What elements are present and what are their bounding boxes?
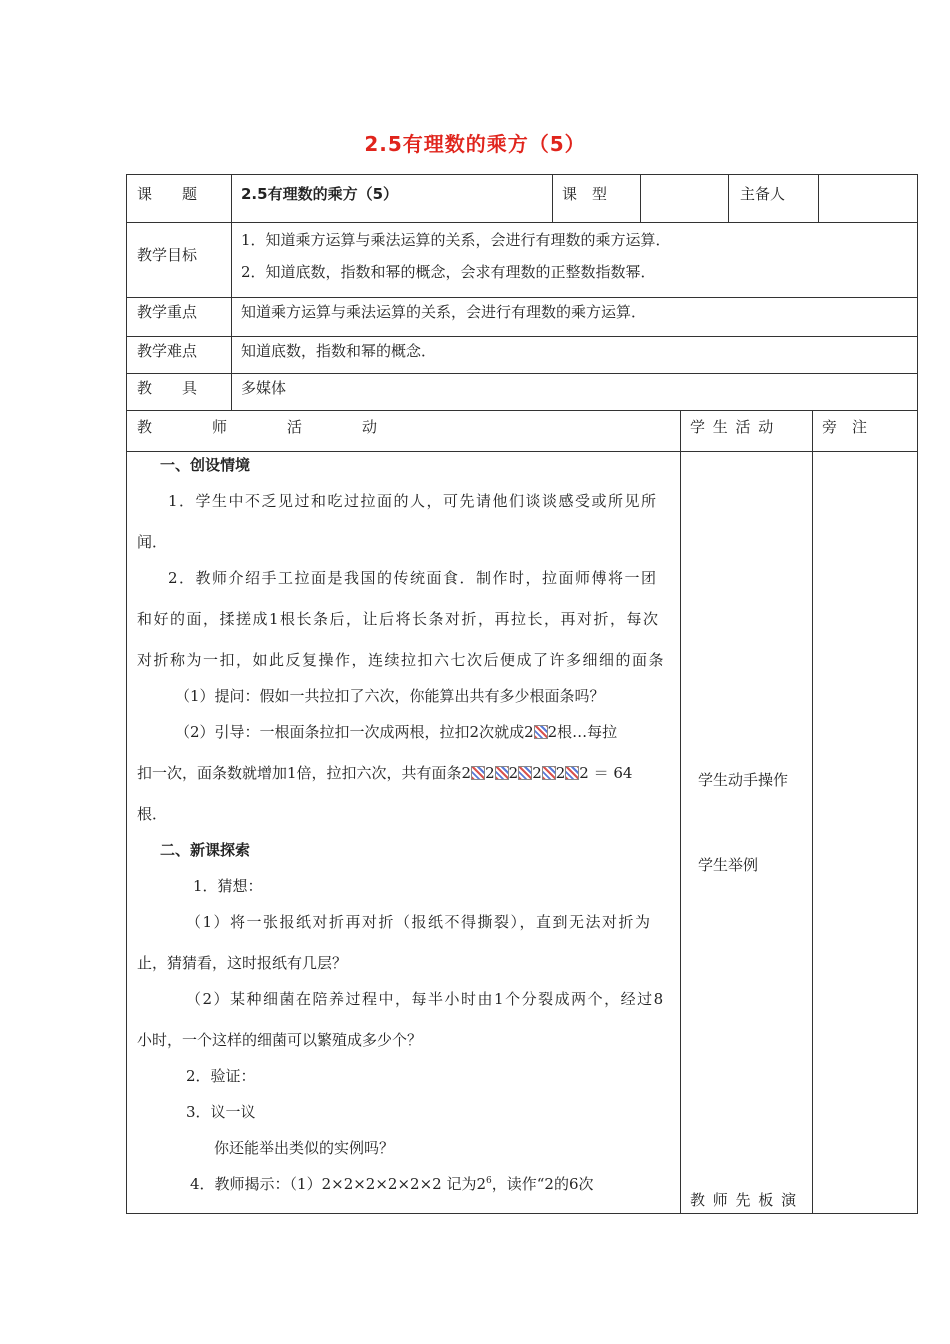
guess-2-line-1: （2）某种细菌在陪养过程中，每半小时由1个分裂成两个，经过8	[186, 990, 665, 1008]
question-2-line-1	[175, 722, 617, 742]
teacher-reveal-text-b: ，读作“2的6次	[491, 1175, 594, 1193]
student-note-2: 学生举例	[698, 856, 759, 874]
type-label: 课 型	[562, 185, 608, 203]
broken-image-icon	[565, 766, 579, 780]
discuss-heading: 3．议一议	[186, 1103, 256, 1121]
goals-label: 教学目标	[137, 246, 198, 264]
question-2-line-2-end: 2 ＝ 64	[579, 764, 633, 782]
verify-heading: 2．验证：	[186, 1067, 256, 1085]
guess-1-line-2: 止，猜猜看，这时报纸有几层？	[137, 954, 348, 972]
section-heading-2: 二、新课探索	[160, 841, 251, 859]
paragraph-2-line-3: 对折称为一扣，如此反复操作，连续拉扣六七次后便成了许多细细的面条	[137, 651, 666, 669]
question-2-line-3: 根．	[137, 805, 168, 823]
tools-label: 教 具	[137, 379, 198, 397]
question-2-text-b: 2根…每拉	[547, 723, 618, 741]
multiplier-3: 2	[508, 764, 519, 782]
guess-heading: 1．猜想：	[193, 877, 263, 895]
question-2-text-a: （2）引导：一根面条拉扣一次成两根，拉扣2次就成2	[175, 723, 534, 741]
section-heading-1: 一、创设情境	[160, 456, 251, 474]
paragraph-1-line-1: 1．学生中不乏见过和吃过拉面的人，可先请他们谈谈感受或所见所	[168, 492, 658, 510]
discuss-question: 你还能举出类似的实例吗？	[214, 1139, 395, 1157]
paragraph-1-line-2: 闻．	[137, 533, 168, 551]
teacher-activity-header: 教 师 活 动	[137, 418, 378, 436]
goal-item-1: 1．知道乘方运算与乘法运算的关系，会进行有理数的乘方运算．	[241, 231, 671, 249]
student-note-3: 教 师 先 板 演	[690, 1191, 798, 1209]
broken-image-icon	[471, 766, 485, 780]
broken-image-icon	[495, 766, 509, 780]
guess-2-line-2: 小时，一个这样的细菌可以繁殖成多少个？	[137, 1031, 423, 1049]
question-2-line-2	[137, 763, 632, 783]
multiplier-2: 2	[485, 764, 495, 782]
teacher-reveal	[190, 1174, 594, 1194]
question-2-line-2-text: 扣一次，面条数就增加1倍，拉扣六次，共有面条2	[137, 764, 472, 782]
question-1: （1）提问：假如一共拉扣了六次，你能算出共有多少根面条吗？	[175, 687, 605, 705]
tools-text: 多媒体	[241, 379, 287, 397]
broken-image-icon	[542, 766, 556, 780]
paragraph-2-line-1: 2．教师介绍手工拉面是我国的传统面食．制作时，拉面师傅将一团	[168, 569, 658, 587]
broken-image-icon	[534, 725, 548, 739]
broken-image-icon	[518, 766, 532, 780]
topic-value: 2.5有理数的乘方（5）	[241, 185, 399, 203]
teacher-reveal-text-a: 4．教师揭示：（1）2×2×2×2×2×2 记为2	[190, 1175, 487, 1193]
difficulty-text: 知道底数，指数和幂的概念．	[241, 342, 437, 360]
page-title: 2.5有理数的乘方（5）	[364, 132, 586, 156]
student-activity-header: 学 生 活 动	[690, 418, 775, 436]
goal-item-2: 2．知道底数，指数和幂的概念，会求有理数的正整数指数幂．	[241, 263, 656, 281]
key-label: 教学重点	[137, 303, 198, 321]
preparer-label: 主备人	[740, 185, 786, 203]
notes-header: 旁 注	[822, 418, 868, 436]
multiplier-4: 2	[532, 764, 542, 782]
key-text: 知道乘方运算与乘法运算的关系，会进行有理数的乘方运算．	[241, 303, 647, 321]
student-note-1: 学生动手操作	[698, 771, 789, 789]
paragraph-2-line-2: 和好的面，揉搓成1根长条后，让后将长条对折，再拉长，再对折，每次	[137, 610, 660, 628]
topic-label: 课 题	[137, 185, 198, 203]
difficulty-label: 教学难点	[137, 342, 198, 360]
exponent: 6	[486, 1176, 492, 1186]
multiplier-5: 2	[555, 764, 566, 782]
guess-1-line-1: （1）将一张报纸对折再对折（报纸不得撕裂），直到无法对折为	[186, 913, 652, 931]
